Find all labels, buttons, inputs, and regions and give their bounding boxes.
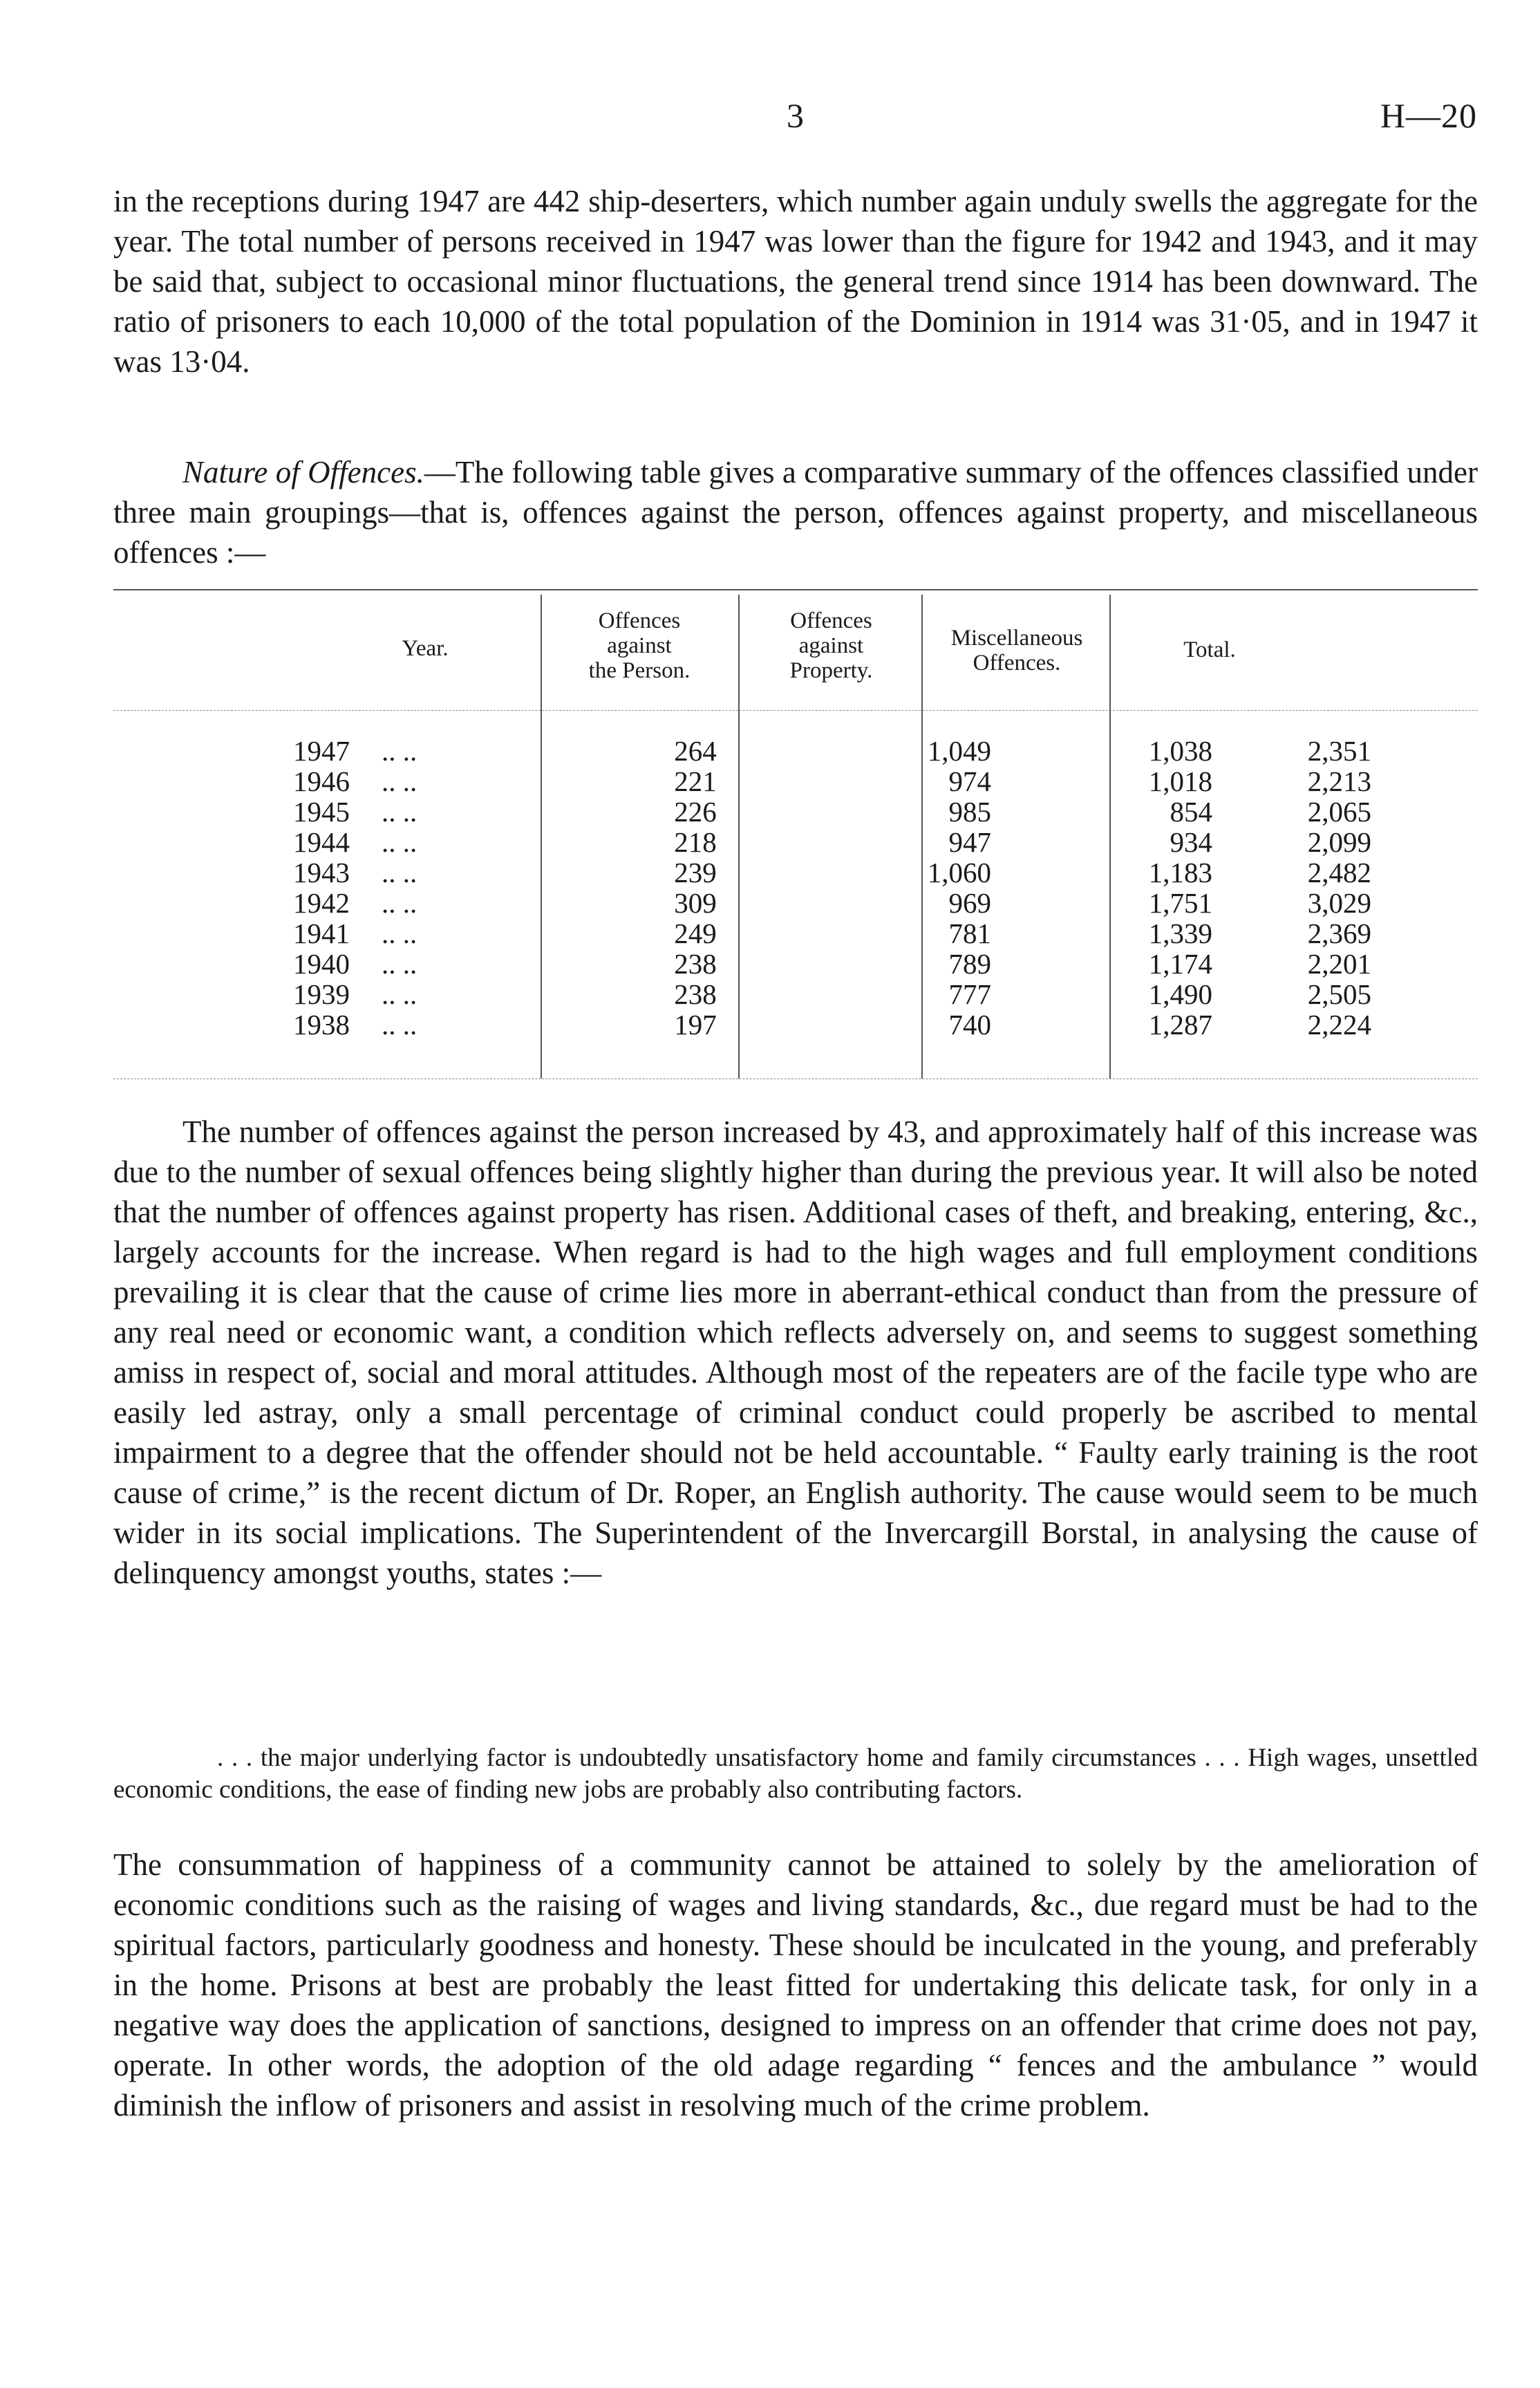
row-total: 2,505 <box>1307 978 1371 1010</box>
row-leader: .. .. <box>382 978 417 1010</box>
row-total: 2,369 <box>1307 917 1371 949</box>
row-total: 2,351 <box>1307 735 1371 767</box>
row-misc: 934 <box>1170 826 1212 858</box>
header-person-line: Offences <box>598 608 681 633</box>
row-property: 947 <box>948 826 991 858</box>
row-property: 789 <box>948 948 991 980</box>
header-year: Year. <box>402 636 449 661</box>
row-property: 974 <box>948 765 991 797</box>
row-leader: .. .. <box>382 948 417 980</box>
table-row <box>113 856 1478 886</box>
header-misc-line: Offences. <box>973 651 1061 675</box>
row-misc: 1,174 <box>1148 948 1212 980</box>
row-misc: 1,038 <box>1148 735 1212 767</box>
row-total: 2,482 <box>1307 857 1371 888</box>
table-row <box>113 825 1478 856</box>
row-year: 1940 <box>293 948 350 980</box>
row-person: 221 <box>674 765 717 797</box>
row-year: 1945 <box>293 796 350 828</box>
row-leader: .. .. <box>382 796 417 828</box>
row-year: 1941 <box>293 917 350 949</box>
paragraph-receptions: in the receptions during 1947 are 442 ship-deserters, which number again unduly swells the aggregate for the year. The total number of persons received in 1947 was lower than the figure for 1942 and 1943, and it may be said that, subject to occasional minor fluctuations, the general trend since 1914 has been downward. The ratio of prisoners to each 10,000 of the total population of the Dominion in 1914 was 31·05, and in 1947 it was 13·04. <box>113 184 1478 379</box>
row-total: 2,213 <box>1307 765 1371 797</box>
row-property: 985 <box>948 796 991 828</box>
row-total: 2,065 <box>1307 796 1371 828</box>
table-row <box>113 795 1478 828</box>
row-person: 264 <box>674 735 717 767</box>
row-year: 1944 <box>293 826 350 858</box>
row-property: 1,049 <box>927 735 991 767</box>
row-year: 1943 <box>293 857 350 888</box>
row-leader: .. .. <box>382 765 417 797</box>
page-number: 3 <box>787 96 804 135</box>
table-top-rule <box>113 589 1478 590</box>
table-row <box>113 886 1478 917</box>
paragraph-conclusion: The consummation of happiness of a community cannot be attained to solely by the amelioration of economic conditions such as the raising of wages and living standards, &c., due regard must be had to the spiritual factors, particularly goodness and honesty. These should be inculcated in the young, and preferably in the home. Prisons at best are probably the least fitted for undertaking this delicate task, for only in a negative way does the application of sanctions, designed to impress on an offender that crime does not pay, operate. In other words, the adoption of the old adage regarding “ fences and the ambulance ” would diminish the inflow of prisoners and assist in resolving much of the crime problem. <box>113 1847 1478 2123</box>
paragraph-nature-text: —The following table gives a comparative summary of the offences classified under three main groupings—that is, offences against the person, offences against property, and miscellaneous offences :— <box>113 455 1478 570</box>
row-total: 2,201 <box>1307 948 1371 980</box>
row-misc: 1,339 <box>1148 917 1212 949</box>
header-person-line: against <box>607 633 672 658</box>
row-year: 1939 <box>293 978 350 1010</box>
header-misc <box>926 626 1107 675</box>
row-year: 1947 <box>293 735 350 767</box>
row-misc: 1,018 <box>1148 765 1212 797</box>
row-misc: 1,287 <box>1148 1009 1212 1041</box>
row-leader: .. .. <box>382 826 417 858</box>
row-total: 2,224 <box>1307 1009 1371 1041</box>
table-row <box>113 1008 1478 1041</box>
row-property: 777 <box>948 978 991 1010</box>
header-property-line: against <box>798 633 864 658</box>
header-misc-line: Miscellaneous <box>950 626 1083 651</box>
row-person: 238 <box>674 948 717 980</box>
table-row <box>113 765 1478 795</box>
row-property: 1,060 <box>927 857 991 888</box>
header-property-line: Property. <box>789 658 873 683</box>
row-total: 2,099 <box>1307 826 1371 858</box>
header-total: Total. <box>1183 637 1236 662</box>
row-person: 197 <box>674 1009 717 1041</box>
row-person: 226 <box>674 796 717 828</box>
row-year: 1938 <box>293 1009 350 1041</box>
document-reference: H—20 <box>1380 96 1477 135</box>
row-year: 1942 <box>293 887 350 919</box>
page-header <box>0 95 1540 144</box>
row-leader: .. .. <box>382 1009 417 1041</box>
row-year: 1946 <box>293 765 350 797</box>
row-person: 239 <box>674 857 717 888</box>
row-misc: 1,490 <box>1148 978 1212 1010</box>
row-property: 969 <box>948 887 991 919</box>
header-person <box>546 608 733 683</box>
row-total: 3,029 <box>1307 887 1371 919</box>
section-heading: Nature of Offences. <box>182 455 424 489</box>
header-property-line: Offences <box>790 608 872 633</box>
table-body <box>113 734 1478 1041</box>
row-property: 781 <box>948 917 991 949</box>
table-row <box>113 978 1478 1008</box>
table-header-rule <box>113 710 1478 711</box>
row-property: 740 <box>948 1009 991 1041</box>
table-row <box>113 734 1478 765</box>
row-person: 309 <box>674 887 717 919</box>
row-misc: 1,751 <box>1148 887 1212 919</box>
paragraph-analysis: The number of offences against the person increased by 43, and approximately half of this increase was due to the number of sexual offences being slightly higher than during the previous year. It will also be noted that the number of offences against property has risen. Additional cases of theft, and breaking, entering, &c., largely accounts for the increase. When regard is had to the high wages and full employment conditions prevailing it is clear that the cause of crime lies more in aberrant-ethical conduct than from the pressure of any real need or economic want, a condition which reflects adversely on, and seems to suggest something amiss in respect of, social and moral attitudes. Although most of the repeaters are of the facile type who are easily led astray, only a small percentage of criminal conduct could properly be ascribed to mental impairment to a degree that the offender should not be held accountable. “ Faulty early training is the root cause of crime,” is the recent dictum of Dr. Roper, an English authority. The cause would seem to be much wider in its social implications. The Superintendent of the Invercargill Borstal, in analysing the cause of delinquency amongst youths, states :— <box>113 1114 1478 1590</box>
row-person: 249 <box>674 917 717 949</box>
row-leader: .. .. <box>382 887 417 919</box>
table-row <box>113 917 1478 947</box>
quoted-passage: . . . the major underlying factor is undoubtedly unsatisfactory home and family circumstances . . . High wages, unsettled economic conditions, the ease of finding new jobs are probably also contributing factors. <box>113 1744 1478 1804</box>
row-leader: .. .. <box>382 735 417 767</box>
table-row <box>113 947 1478 978</box>
row-misc: 854 <box>1170 796 1212 828</box>
row-person: 238 <box>674 978 717 1010</box>
header-person-line: the Person. <box>588 658 691 683</box>
header-property <box>743 608 919 683</box>
row-misc: 1,183 <box>1148 857 1212 888</box>
row-leader: .. .. <box>382 917 417 949</box>
row-person: 218 <box>674 826 717 858</box>
row-leader: .. .. <box>382 857 417 888</box>
paragraph-nature-of-offences <box>113 452 1478 572</box>
